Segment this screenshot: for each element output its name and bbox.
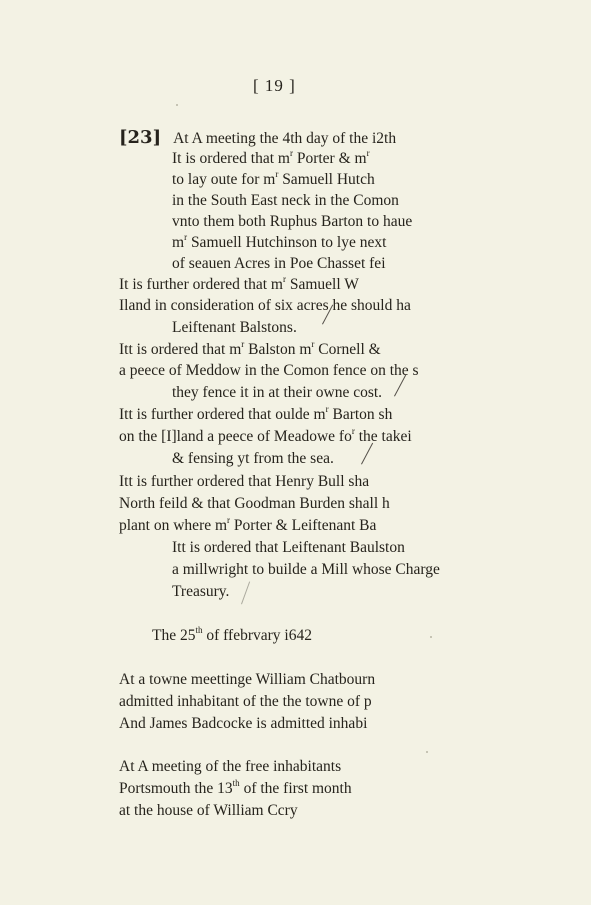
text-line: Portsmouth the 13th of the first month	[119, 778, 352, 797]
text-line: [23] At A meeting the 4th day of the i2th	[119, 127, 397, 148]
text-line: And James Badcocke is admitted inhabi	[119, 715, 368, 732]
faint-slash-mark	[241, 581, 250, 604]
text-line: in the South East neck in the Comon	[172, 192, 399, 209]
section-number: [23]	[119, 127, 162, 148]
text-line: North feild & that Goodman Burden shall h	[119, 495, 390, 512]
text-line: a millwright to builde a Mill whose Charge	[172, 561, 440, 578]
text-line: to lay oute for $m^r$ Samuell Hutch	[172, 169, 375, 188]
text-line: Itt is ordered that Leiftenant Baulston	[172, 539, 405, 556]
text-line: admitted inhabitant of the the towne of p	[119, 693, 372, 710]
text-line: Leiftenant Balstons.	[172, 319, 297, 336]
text-line: plant on where $m^r$ Porter & Leiftenant Ba	[119, 515, 377, 534]
text-line: they fence it in at their owne cost.	[172, 384, 383, 401]
paper-speck	[426, 751, 428, 753]
text-line: on the [I]land a peece of Meadowe $fo^r$ the takei	[119, 426, 412, 445]
date-heading: The 25th of ffebrvary i642	[152, 625, 312, 644]
text-line: Itt is ordered that $m^r$ Balston $m^r$ Cornell &	[119, 339, 381, 358]
paper-speck	[430, 636, 432, 638]
text-line: of seauen Acres in Poe Chasset fei	[172, 255, 386, 272]
text-line: & fensing yt from the sea.	[172, 450, 334, 467]
text-line: at the house of William Ccry	[119, 802, 298, 819]
text-line: Itt is further ordered that Henry Bull sha	[119, 473, 370, 490]
text-line: a peece of Meddow in the Comon fence on the s	[119, 362, 419, 379]
text-line: Treasury.	[172, 583, 230, 600]
text-line: At a towne meettinge William Chatbourn	[119, 671, 376, 688]
text-line: It is further ordered that $m^r$ Samuell W	[119, 274, 359, 293]
text-line: Iland in consideration of six acres he should ha	[119, 297, 411, 314]
paper-speck	[176, 104, 178, 106]
text-line: vnto them both Ruphus Barton to haue	[172, 213, 413, 230]
text-line: It is ordered that $m^r$ Porter & $m^r$	[172, 148, 370, 167]
text-line: $m^r$ Samuell Hutchinson to lye next	[172, 232, 387, 251]
text-line: Itt is further ordered that oulde $m^r$ Barton sh	[119, 404, 393, 423]
text-line: At A meeting of the free inhabitants	[119, 758, 342, 775]
page-number: [ 19 ]	[253, 76, 296, 95]
